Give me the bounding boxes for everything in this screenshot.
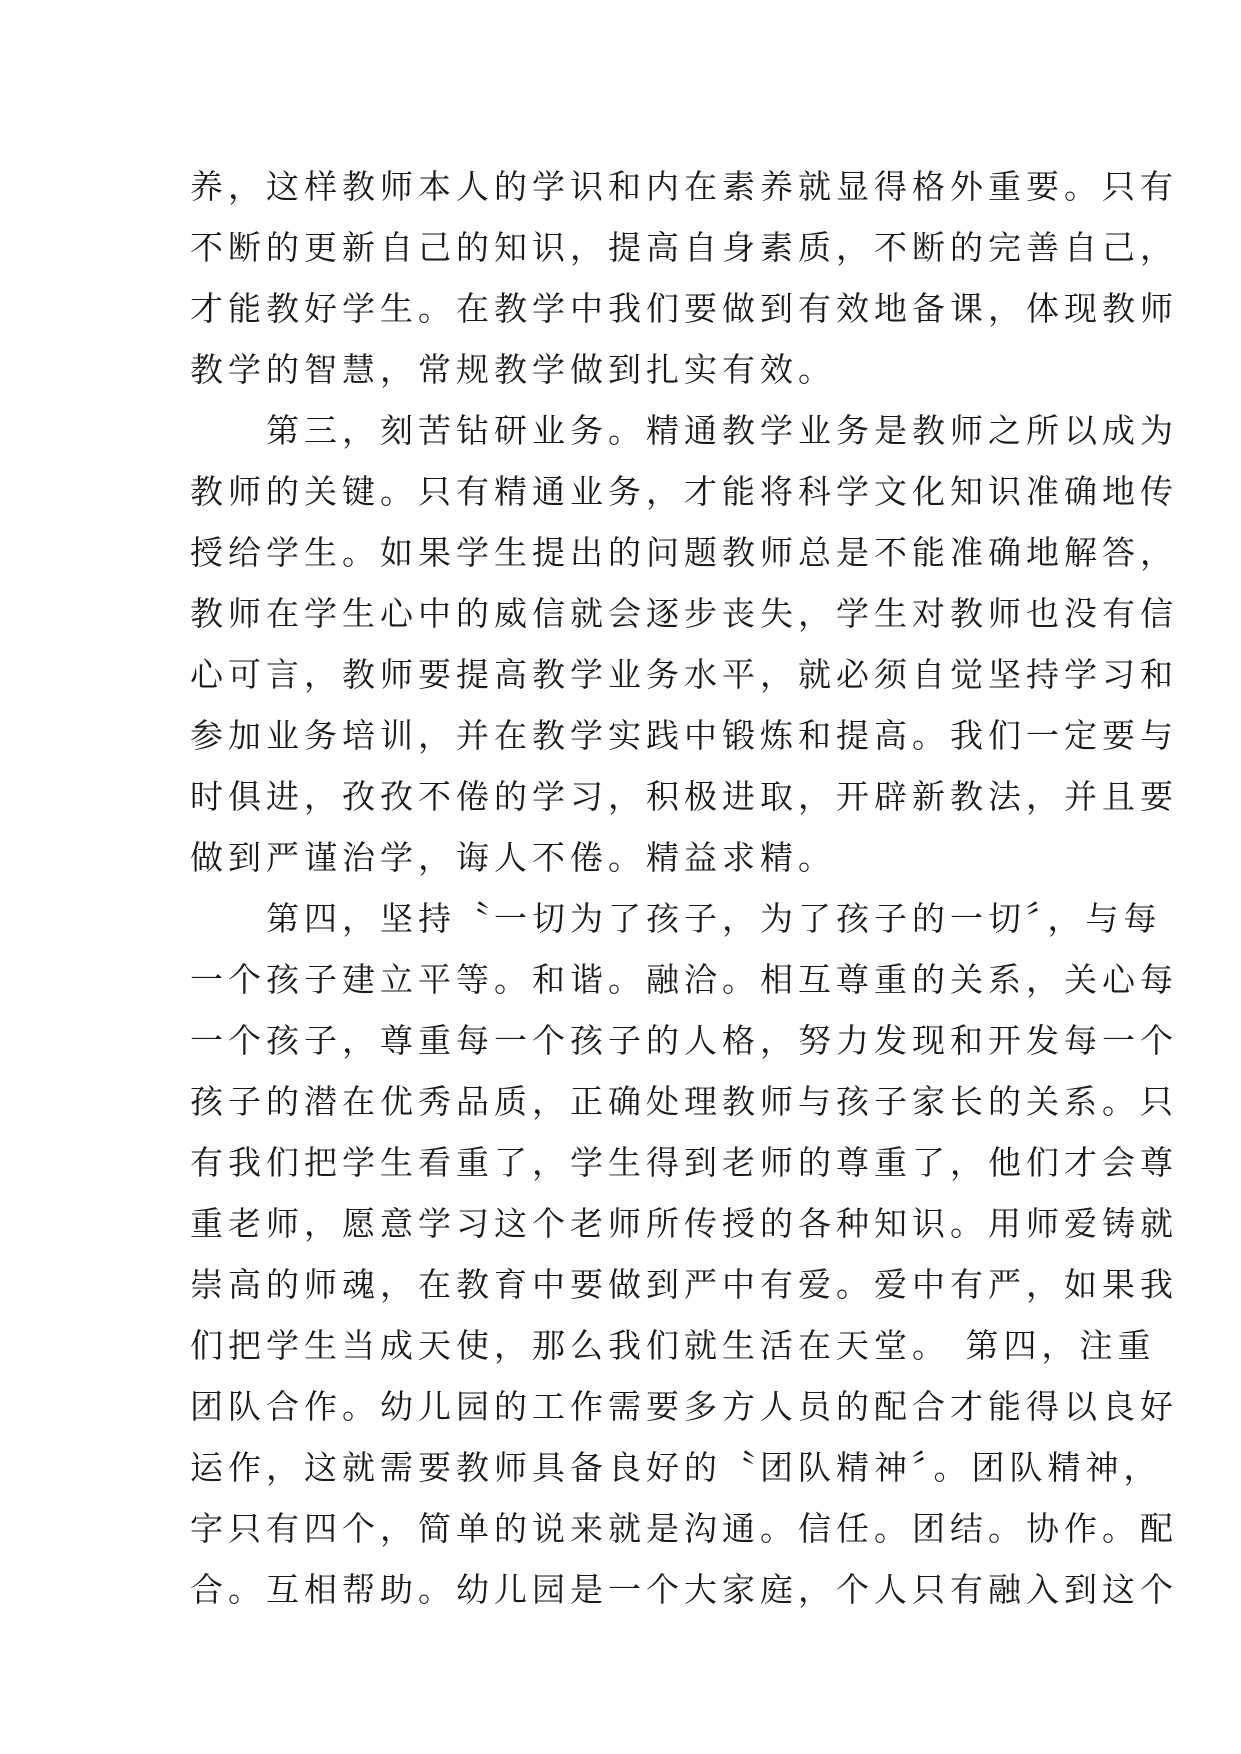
text-line: 授给学生。如果学生提出的问题教师总是不能准确地解答， (190, 533, 1178, 572)
text-line: 团队合作。幼儿园的工作需要多方人员的配合才能得以良好 (190, 1387, 1178, 1426)
text-line: 第三，刻苦钻研业务。精通教学业务是教师之所以成为 (190, 411, 1178, 450)
text-line: 教学的智慧，常规教学做到扎实有效。 (190, 350, 836, 389)
text-line: 教师的关键。只有精通业务，才能将科学文化知识准确地传 (190, 472, 1178, 511)
text-line: 第四，坚持〝一切为了孩子，为了孩子的一切〞，与每 (190, 899, 1162, 938)
text-line: 崇高的师魂，在教育中要做到严中有爱。爱中有严，如果我 (190, 1265, 1178, 1304)
text-line: 养，这样教师本人的学识和内在素养就显得格外重要。只有 (190, 167, 1178, 206)
text-line: 字只有四个，简单的说来就是沟通。信任。团结。协作。配 (190, 1509, 1178, 1548)
text-line: 合。互相帮助。幼儿园是一个大家庭，个人只有融入到这个 (190, 1570, 1178, 1609)
text-line: 心可言，教师要提高教学业务水平，就必须自觉坚持学习和 (190, 655, 1178, 694)
text-line: 时俱进，孜孜不倦的学习，积极进取，开辟新教法，并且要 (190, 777, 1178, 816)
text-line: 一个孩子建立平等。和谐。融洽。相互尊重的关系，关心每 (190, 960, 1178, 999)
text-line: 参加业务培训，并在教学实践中锻炼和提高。我们一定要与 (190, 716, 1178, 755)
text-line: 不断的更新自己的知识，提高自身素质，不断的完善自己， (190, 228, 1178, 267)
text-line: 做到严谨治学，诲人不倦。精益求精。 (190, 838, 836, 877)
text-line: 才能教好学生。在教学中我们要做到有效地备课，体现教师 (190, 289, 1178, 328)
text-line: 一个孩子，尊重每一个孩子的人格，努力发现和开发每一个 (190, 1021, 1178, 1060)
body-text (190, 156, 1178, 1620)
text-line: 孩子的潜在优秀品质，正确处理教师与孩子家长的关系。只 (190, 1082, 1178, 1121)
text-line: 教师在学生心中的威信就会逐步丧失，学生对教师也没有信 (190, 594, 1178, 633)
text-line: 运作，这就需要教师具备良好的〝团队精神〞。团队精神， (190, 1448, 1162, 1487)
text-line: 们把学生当成天使，那么我们就生活在天堂。 第四，注重 (190, 1326, 1156, 1365)
text-line: 重老师，愿意学习这个老师所传授的各种知识。用师爱铸就 (190, 1204, 1178, 1243)
text-line: 有我们把学生看重了，学生得到老师的尊重了，他们才会尊 (190, 1143, 1178, 1182)
